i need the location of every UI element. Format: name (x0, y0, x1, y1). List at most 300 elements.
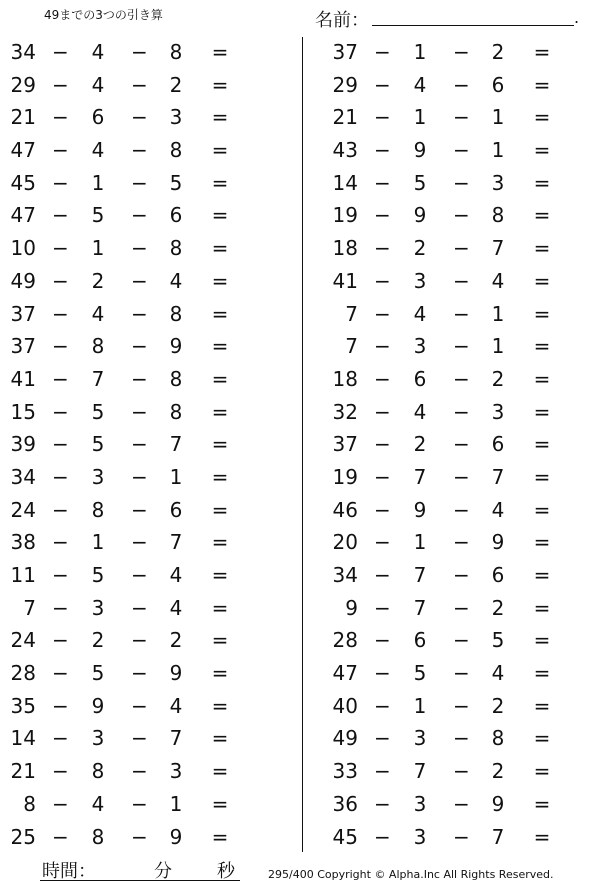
subtrahend-1: 6 (413, 628, 427, 653)
problem-row (322, 199, 572, 232)
minuend: 21 (332, 105, 358, 130)
subtrahend-1: 5 (91, 563, 105, 587)
equals-sign: = (211, 791, 229, 816)
name-field-line (372, 25, 574, 26)
minus-sign: − (374, 366, 391, 391)
minus-sign: − (131, 464, 148, 489)
minus-sign: − (374, 464, 391, 489)
minus-sign: − (131, 693, 148, 718)
minus-sign: − (52, 595, 69, 620)
minus-sign: − (374, 595, 391, 620)
subtrahend-2: 1 (491, 334, 505, 359)
subtrahend-2: 4 (169, 595, 183, 620)
subtrahend-2: 3 (169, 759, 183, 784)
minuend: 32 (332, 399, 358, 424)
minus-sign: − (131, 759, 148, 784)
minus-sign: − (52, 759, 69, 784)
subtrahend-1: 4 (91, 72, 105, 97)
problem-row (0, 461, 250, 494)
minus-sign: − (52, 726, 69, 751)
equals-sign: = (533, 170, 551, 195)
minuend: 37 (10, 301, 36, 326)
subtrahend-2: 7 (169, 726, 183, 751)
minus-sign: − (52, 301, 69, 326)
equals-sign: = (211, 170, 229, 195)
subtrahend-1: 6 (413, 366, 427, 391)
equals-sign: = (211, 40, 229, 64)
subtrahend-2: 6 (491, 563, 505, 587)
equals-sign: = (533, 268, 551, 293)
problem-row (322, 755, 572, 788)
minuend: 7 (345, 334, 358, 359)
subtrahend-1: 4 (91, 40, 105, 64)
minus-sign: − (374, 693, 391, 718)
minuend: 29 (332, 72, 358, 97)
equals-sign: = (211, 693, 229, 718)
minuend: 20 (332, 530, 358, 555)
subtrahend-1: 2 (413, 236, 427, 261)
problem-row (0, 232, 250, 265)
minus-sign: − (131, 628, 148, 653)
subtrahend-2: 8 (169, 40, 183, 64)
subtrahend-2: 4 (169, 693, 183, 718)
equals-sign: = (211, 203, 229, 228)
minus-sign: − (52, 40, 69, 64)
subtrahend-2: 8 (169, 301, 183, 326)
problem-row (322, 69, 572, 102)
minus-sign: − (131, 40, 148, 64)
minuend: 25 (10, 824, 36, 849)
copyright-text: 295/400 Copyright © Alpha.Inc All Rights Reserved. (268, 868, 554, 881)
minus-sign: − (52, 693, 69, 718)
problem-row (0, 690, 250, 723)
subtrahend-2: 2 (169, 628, 183, 653)
minuend: 39 (10, 432, 36, 457)
minus-sign: − (374, 40, 391, 64)
minus-sign: − (453, 105, 470, 130)
subtrahend-2: 2 (169, 72, 183, 97)
subtrahend-2: 5 (169, 170, 183, 195)
subtrahend-1: 7 (413, 759, 427, 784)
equals-sign: = (211, 432, 229, 457)
minus-sign: − (374, 497, 391, 522)
subtrahend-1: 4 (91, 138, 105, 163)
equals-sign: = (533, 203, 551, 228)
equals-sign: = (211, 530, 229, 555)
subtrahend-2: 2 (491, 595, 505, 620)
minus-sign: − (52, 563, 69, 587)
equals-sign: = (533, 661, 551, 686)
minus-sign: − (453, 366, 470, 391)
problem-row (0, 559, 250, 592)
problem-row (322, 657, 572, 690)
subtrahend-1: 1 (413, 105, 427, 130)
equals-sign: = (533, 628, 551, 653)
subtrahend-2: 2 (491, 40, 505, 64)
subtrahend-2: 8 (169, 366, 183, 391)
minuend: 7 (345, 301, 358, 326)
problem-row (322, 396, 572, 429)
minus-sign: − (374, 726, 391, 751)
subtrahend-1: 3 (91, 595, 105, 620)
subtrahend-2: 2 (491, 366, 505, 391)
equals-sign: = (533, 334, 551, 359)
minuend: 18 (332, 366, 358, 391)
problem-row (322, 363, 572, 396)
subtrahend-1: 5 (91, 399, 105, 424)
minus-sign: − (131, 726, 148, 751)
subtrahend-1: 1 (91, 170, 105, 195)
equals-sign: = (211, 105, 229, 130)
minuend: 36 (332, 791, 358, 816)
minus-sign: − (453, 236, 470, 261)
equals-sign: = (533, 791, 551, 816)
equals-sign: = (211, 268, 229, 293)
equals-sign: = (533, 530, 551, 555)
problem-row (322, 36, 572, 69)
minus-sign: − (453, 661, 470, 686)
minuend: 34 (10, 464, 36, 489)
minus-sign: − (131, 301, 148, 326)
equals-sign: = (211, 464, 229, 489)
minus-sign: − (374, 138, 391, 163)
equals-sign: = (211, 661, 229, 686)
equals-sign: = (533, 497, 551, 522)
minuend: 24 (10, 628, 36, 653)
problem-row (0, 592, 250, 625)
equals-sign: = (533, 726, 551, 751)
minuend: 38 (10, 530, 36, 555)
minus-sign: − (374, 530, 391, 555)
minuend: 8 (23, 791, 36, 816)
minus-sign: − (374, 203, 391, 228)
problem-row (0, 821, 250, 854)
problem-row (322, 101, 572, 134)
subtrahend-2: 7 (491, 464, 505, 489)
equals-sign: = (211, 824, 229, 849)
equals-sign: = (211, 726, 229, 751)
subtrahend-2: 8 (491, 203, 505, 228)
minus-sign: − (52, 399, 69, 424)
problem-row (0, 788, 250, 821)
minuend: 28 (332, 628, 358, 653)
minuend: 10 (10, 236, 36, 261)
subtrahend-2: 6 (491, 432, 505, 457)
equals-sign: = (211, 334, 229, 359)
minus-sign: − (374, 563, 391, 587)
subtrahend-1: 5 (91, 203, 105, 228)
minutes-label: 分 (154, 861, 172, 882)
subtrahend-2: 4 (491, 661, 505, 686)
column-divider (302, 37, 303, 852)
minus-sign: − (453, 72, 470, 97)
subtrahend-2: 1 (491, 138, 505, 163)
minus-sign: − (374, 661, 391, 686)
subtrahend-1: 3 (91, 464, 105, 489)
minuend: 47 (332, 661, 358, 686)
subtrahend-1: 5 (413, 170, 427, 195)
problem-row (0, 755, 250, 788)
subtrahend-1: 1 (91, 236, 105, 261)
subtrahend-1: 9 (413, 138, 427, 163)
minus-sign: − (453, 40, 470, 64)
equals-sign: = (211, 628, 229, 653)
subtrahend-1: 8 (91, 497, 105, 522)
subtrahend-1: 2 (91, 628, 105, 653)
minus-sign: − (453, 268, 470, 293)
equals-sign: = (533, 236, 551, 261)
subtrahend-2: 6 (169, 203, 183, 228)
minuend: 45 (332, 824, 358, 849)
minus-sign: − (52, 432, 69, 457)
subtrahend-2: 1 (169, 791, 183, 816)
minuend: 24 (10, 497, 36, 522)
minus-sign: − (453, 399, 470, 424)
minus-sign: − (131, 530, 148, 555)
problem-row (322, 167, 572, 200)
equals-sign: = (533, 366, 551, 391)
minuend: 15 (10, 399, 36, 424)
minuend: 29 (10, 72, 36, 97)
minus-sign: − (374, 759, 391, 784)
equals-sign: = (211, 497, 229, 522)
minuend: 28 (10, 661, 36, 686)
subtrahend-1: 3 (91, 726, 105, 751)
minus-sign: − (374, 791, 391, 816)
minuend: 37 (332, 432, 358, 457)
problem-row (322, 265, 572, 298)
subtrahend-2: 4 (491, 268, 505, 293)
minuend: 19 (332, 464, 358, 489)
subtrahend-1: 4 (91, 301, 105, 326)
equals-sign: = (533, 138, 551, 163)
equals-sign: = (533, 464, 551, 489)
problem-row (322, 330, 572, 363)
subtrahend-1: 1 (413, 40, 427, 64)
subtrahend-1: 3 (413, 334, 427, 359)
problem-row (0, 428, 250, 461)
minus-sign: − (131, 563, 148, 587)
minuend: 45 (10, 170, 36, 195)
problem-row (0, 134, 250, 167)
equals-sign: = (211, 72, 229, 97)
problem-row (322, 134, 572, 167)
minus-sign: − (131, 105, 148, 130)
seconds-label: 秒 (217, 861, 235, 882)
minus-sign: − (131, 334, 148, 359)
subtrahend-1: 9 (91, 693, 105, 718)
minus-sign: − (131, 236, 148, 261)
subtrahend-2: 6 (491, 72, 505, 97)
equals-sign: = (211, 301, 229, 326)
subtrahend-1: 3 (413, 726, 427, 751)
problem-column-right (322, 36, 572, 853)
problem-row (322, 690, 572, 723)
minus-sign: − (131, 268, 148, 293)
minus-sign: − (52, 203, 69, 228)
minus-sign: − (131, 791, 148, 816)
minuend: 40 (332, 693, 358, 718)
subtrahend-2: 4 (169, 563, 183, 587)
minuend: 47 (10, 138, 36, 163)
minus-sign: − (52, 366, 69, 391)
minuend: 7 (23, 595, 36, 620)
problem-row (0, 167, 250, 200)
subtrahend-1: 8 (91, 759, 105, 784)
minus-sign: − (453, 301, 470, 326)
minus-sign: − (453, 170, 470, 195)
problem-row (322, 428, 572, 461)
subtrahend-1: 7 (91, 366, 105, 391)
minus-sign: − (131, 824, 148, 849)
minus-sign: − (52, 105, 69, 130)
subtrahend-1: 2 (91, 268, 105, 293)
subtrahend-2: 8 (169, 236, 183, 261)
minus-sign: − (374, 170, 391, 195)
subtrahend-2: 4 (169, 268, 183, 293)
subtrahend-2: 6 (169, 497, 183, 522)
minus-sign: − (131, 203, 148, 228)
problem-row (322, 592, 572, 625)
minuend: 18 (332, 236, 358, 261)
subtrahend-1: 7 (413, 563, 427, 587)
problem-row (0, 526, 250, 559)
problem-row (0, 199, 250, 232)
minuend: 41 (10, 366, 36, 391)
minus-sign: − (453, 693, 470, 718)
problem-row (322, 461, 572, 494)
subtrahend-2: 7 (169, 432, 183, 457)
time-label: 時間： (42, 861, 96, 882)
minus-sign: − (52, 138, 69, 163)
subtrahend-2: 1 (169, 464, 183, 489)
subtrahend-1: 5 (413, 661, 427, 686)
minus-sign: − (52, 791, 69, 816)
minuend: 21 (10, 105, 36, 130)
minus-sign: − (52, 497, 69, 522)
subtrahend-1: 4 (413, 72, 427, 97)
equals-sign: = (211, 399, 229, 424)
equals-sign: = (211, 595, 229, 620)
subtrahend-1: 4 (413, 399, 427, 424)
problem-row (0, 722, 250, 755)
minus-sign: − (453, 824, 470, 849)
equals-sign: = (211, 759, 229, 784)
minuend: 9 (345, 595, 358, 620)
minuend: 34 (332, 563, 358, 587)
subtrahend-1: 4 (413, 301, 427, 326)
minus-sign: − (52, 72, 69, 97)
minus-sign: − (52, 334, 69, 359)
minuend: 11 (10, 563, 36, 587)
subtrahend-2: 4 (491, 497, 505, 522)
minus-sign: − (52, 268, 69, 293)
subtrahend-1: 3 (413, 824, 427, 849)
minus-sign: − (374, 105, 391, 130)
equals-sign: = (211, 236, 229, 261)
subtrahend-2: 5 (491, 628, 505, 653)
minus-sign: − (374, 301, 391, 326)
minus-sign: − (453, 595, 470, 620)
name-field-end: . (574, 8, 580, 27)
minus-sign: − (131, 72, 148, 97)
subtrahend-1: 1 (413, 693, 427, 718)
problem-row (0, 298, 250, 331)
equals-sign: = (533, 563, 551, 587)
subtrahend-2: 3 (491, 399, 505, 424)
minuend: 34 (10, 40, 36, 64)
subtrahend-1: 4 (91, 791, 105, 816)
minuend: 21 (10, 759, 36, 784)
minus-sign: − (453, 432, 470, 457)
minus-sign: − (374, 236, 391, 261)
minus-sign: − (131, 366, 148, 391)
subtrahend-1: 2 (413, 432, 427, 457)
problem-row (322, 624, 572, 657)
minus-sign: − (374, 399, 391, 424)
subtrahend-2: 9 (169, 661, 183, 686)
subtrahend-2: 9 (169, 334, 183, 359)
minus-sign: − (131, 399, 148, 424)
minus-sign: − (52, 530, 69, 555)
problem-row (0, 624, 250, 657)
minus-sign: − (453, 726, 470, 751)
subtrahend-2: 7 (169, 530, 183, 555)
subtrahend-1: 8 (91, 824, 105, 849)
equals-sign: = (211, 138, 229, 163)
problem-row (0, 69, 250, 102)
minus-sign: − (453, 628, 470, 653)
minus-sign: − (52, 170, 69, 195)
subtrahend-2: 1 (491, 105, 505, 130)
subtrahend-1: 1 (413, 530, 427, 555)
minus-sign: − (131, 595, 148, 620)
problem-column-left (0, 36, 250, 853)
minuend: 49 (10, 268, 36, 293)
problem-row (322, 559, 572, 592)
equals-sign: = (533, 40, 551, 64)
equals-sign: = (533, 399, 551, 424)
equals-sign: = (533, 432, 551, 457)
minus-sign: − (453, 464, 470, 489)
minus-sign: − (131, 661, 148, 686)
problem-row (0, 494, 250, 527)
minus-sign: − (374, 268, 391, 293)
problem-row (322, 722, 572, 755)
minus-sign: − (52, 628, 69, 653)
equals-sign: = (533, 824, 551, 849)
subtrahend-1: 6 (91, 105, 105, 130)
subtrahend-2: 8 (169, 399, 183, 424)
subtrahend-2: 2 (491, 759, 505, 784)
minuend: 46 (332, 497, 358, 522)
problem-row (0, 363, 250, 396)
equals-sign: = (533, 693, 551, 718)
minus-sign: − (52, 236, 69, 261)
minuend: 14 (10, 726, 36, 751)
minus-sign: − (52, 464, 69, 489)
equals-sign: = (533, 301, 551, 326)
subtrahend-2: 8 (491, 726, 505, 751)
problem-row (322, 526, 572, 559)
minus-sign: − (374, 824, 391, 849)
problem-row (0, 36, 250, 69)
minus-sign: − (52, 661, 69, 686)
subtrahend-2: 3 (169, 105, 183, 130)
equals-sign: = (533, 759, 551, 784)
problem-row (0, 396, 250, 429)
subtrahend-1: 8 (91, 334, 105, 359)
